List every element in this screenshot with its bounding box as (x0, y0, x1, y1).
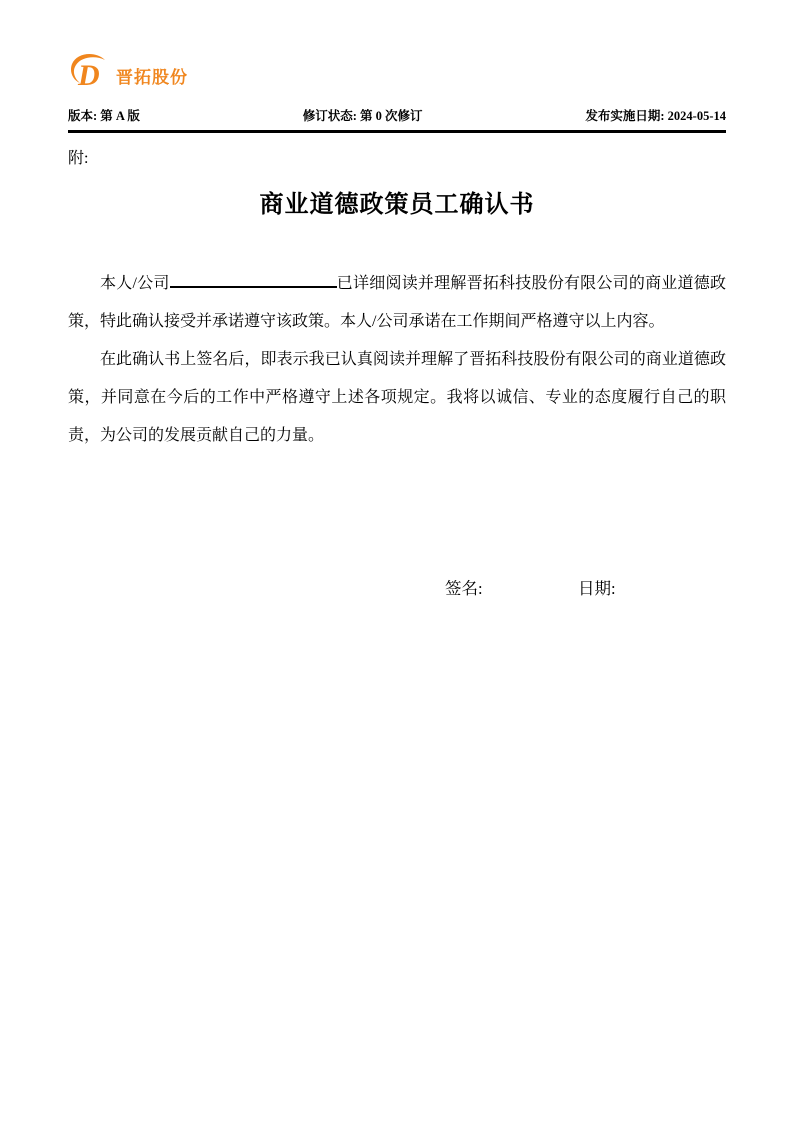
logo-brand-text: 晋拓股份 (116, 67, 188, 87)
release-date-label: 发布实施日期: 2024-05-14 (585, 109, 726, 123)
document-header-meta (68, 106, 726, 124)
date-label: 日期: (578, 579, 616, 598)
signature-label: 签名: (445, 579, 483, 598)
logo-mark-icon (68, 52, 112, 92)
paragraph-commitment-prefix: 本人/公司 (100, 275, 170, 292)
revision-status-label: 修订状态: 第 0 次修订 (302, 109, 423, 123)
paragraph-commitment-suffix: 已详细阅读并理解晋拓科技股份有限公司的商业道德政策，特此确认接受并承诺遵守该政策。本人/公司承诺在工作期间严格遵守以上内容。 (68, 275, 726, 330)
paragraph-commitment (68, 265, 726, 341)
attachment-label: 附: (68, 150, 89, 167)
company-name-blank-line (170, 270, 337, 288)
signature-row (68, 570, 726, 608)
header-divider (68, 130, 726, 133)
paragraph-acknowledgement: 在此确认书上签名后，即表示我已认真阅读并理解了晋拓科技股份有限公司的商业道德政策，并同意在今后的工作中严格遵守上述各项规定。我将以诚信、专业的态度履行自己的职责，为公司的发展贡献自己的力量。 (68, 351, 726, 444)
document-title: 商业道德政策员工确认书 (259, 191, 535, 218)
svg-text:D: D (78, 59, 100, 92)
document-body (68, 265, 726, 455)
version-label: 版本: 第 A 版 (68, 109, 140, 123)
company-logo (68, 52, 726, 92)
